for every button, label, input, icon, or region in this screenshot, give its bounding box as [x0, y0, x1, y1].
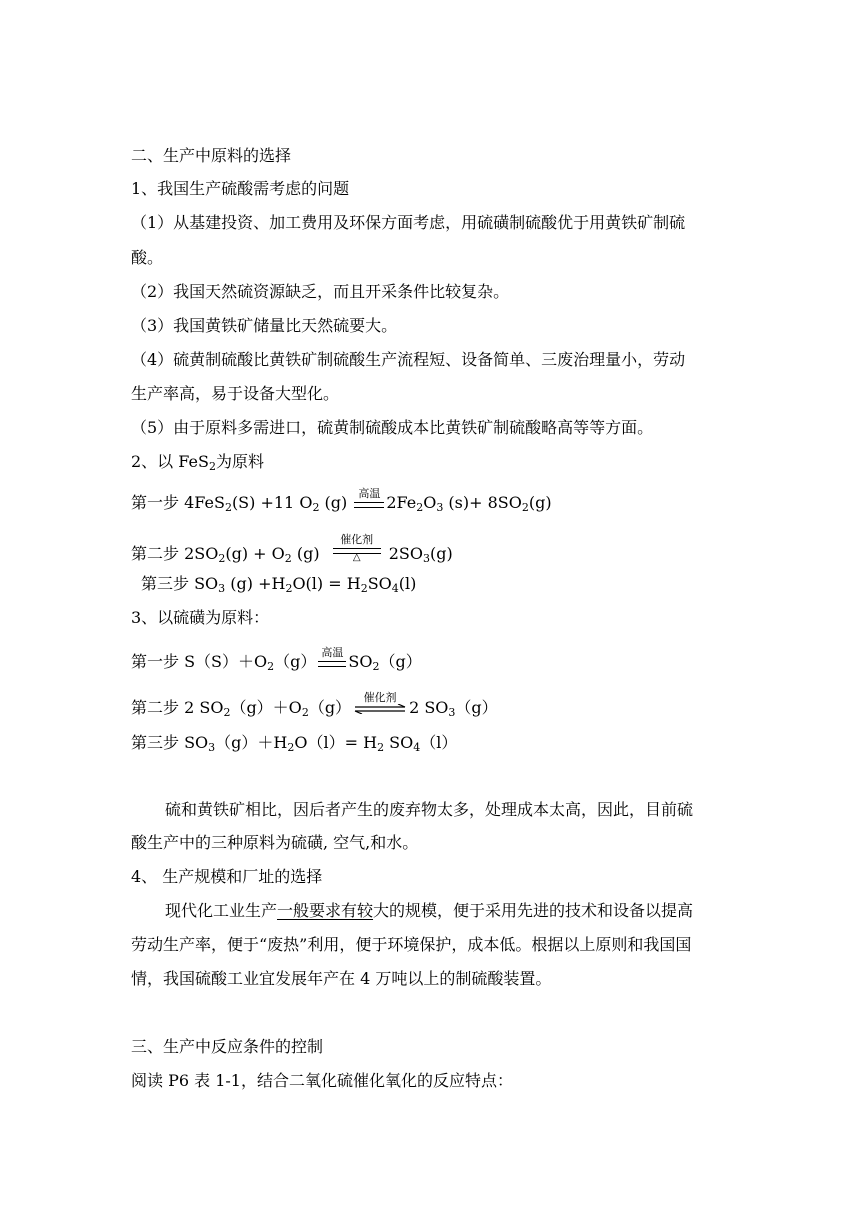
- reversible-arrow: 催化剂: [353, 704, 407, 714]
- subheading-scale: 4、 生产规模和厂址的选择: [131, 867, 323, 886]
- item-3: （3）我国黄铁矿储量比天然硫要大。: [131, 316, 398, 335]
- sulfur-step-3: 第三步 $SO_3(g)+H_2O(l)= H_2$ $SO_4(l)$: [131, 733, 458, 754]
- fes2-step-1: 第一步 4FeS$_2$(S) +11 $O_2$ (g) 高温 $2Fe_2O_3$ $(s)+ 8SO_2(g)$: [131, 486, 552, 514]
- scale-para-2: 劳动生产率，便于“废热”利用，便于环境保护，成本低。根据以上原则和我国国: [131, 935, 692, 954]
- scale-para-3: 情，我国硫酸工业宜发展年产在 4 万吨以上的制硫酸装置。: [131, 969, 552, 988]
- item-1b: 酸。: [131, 248, 164, 267]
- item-1a: （1）从基建投资、加工费用及环保方面考虑，用硫磺制硫酸优于用黄铁矿制硫: [131, 213, 686, 232]
- section-heading-raw-materials: 二、生产中原料的选择: [131, 146, 292, 165]
- subheading-fes2: 2、以 FeS$_2$为原料: [131, 452, 264, 473]
- reading-instruction: 阅读 P6 表 1-1，结合二氧化硫催化氧化的反应特点：: [131, 1071, 513, 1090]
- section-heading-conditions: 三、生产中反应条件的控制: [131, 1037, 324, 1056]
- sulfur-step-1: 第一步 $S(S)+O_2(g)$ 高温 $SO_2(g)$: [131, 645, 422, 673]
- sulfur-step-2: 第二步 2 $SO_2(g)+O_2(g)$ 催化剂 2 $SO_3(g)$: [131, 690, 498, 719]
- item-4a: （4）硫黄制硫酸比黄铁矿制硫酸生产流程短、设备简单、三废治理量小，劳动: [131, 350, 686, 369]
- subheading-issues: 1、我国生产硫酸需考虑的问题: [131, 179, 350, 198]
- condition-arrow: 高温: [318, 659, 346, 667]
- item-4b: 生产率高，易于设备大型化。: [131, 384, 340, 403]
- comparison-para-b: 酸生产中的三种原料为硫磺, 空气,和水。: [131, 833, 419, 852]
- fes2-step-2: 第二步 $2SO_2(g) + O_2$ (g) 催化剂 △ $2SO_3(g)$: [131, 533, 453, 565]
- subheading-sulfur: 3、以硫磺为原料：: [131, 608, 270, 627]
- condition-arrow: 高温: [354, 500, 384, 508]
- item-2: （2）我国天然硫资源缺乏，而且开采条件比较复杂。: [131, 282, 510, 301]
- item-5: （5）由于原料多需进口，硫黄制硫酸成本比黄铁矿制硫酸略高等等方面。: [131, 418, 654, 437]
- comparison-para-a: 硫和黄铁矿相比，因后者产生的废弃物太多，处理成本太高，因此，目前硫: [165, 800, 694, 819]
- catalyst-arrow: 催化剂 △: [333, 546, 381, 563]
- scale-para-1: 现代化工业生产一般要求有较大的规模，便于采用先进的技术和设备以提高: [165, 901, 694, 920]
- fes2-step-3: 第三步 $SO_3$ $(g) +H_2O(l) = H_2SO_4(l)$: [141, 574, 417, 595]
